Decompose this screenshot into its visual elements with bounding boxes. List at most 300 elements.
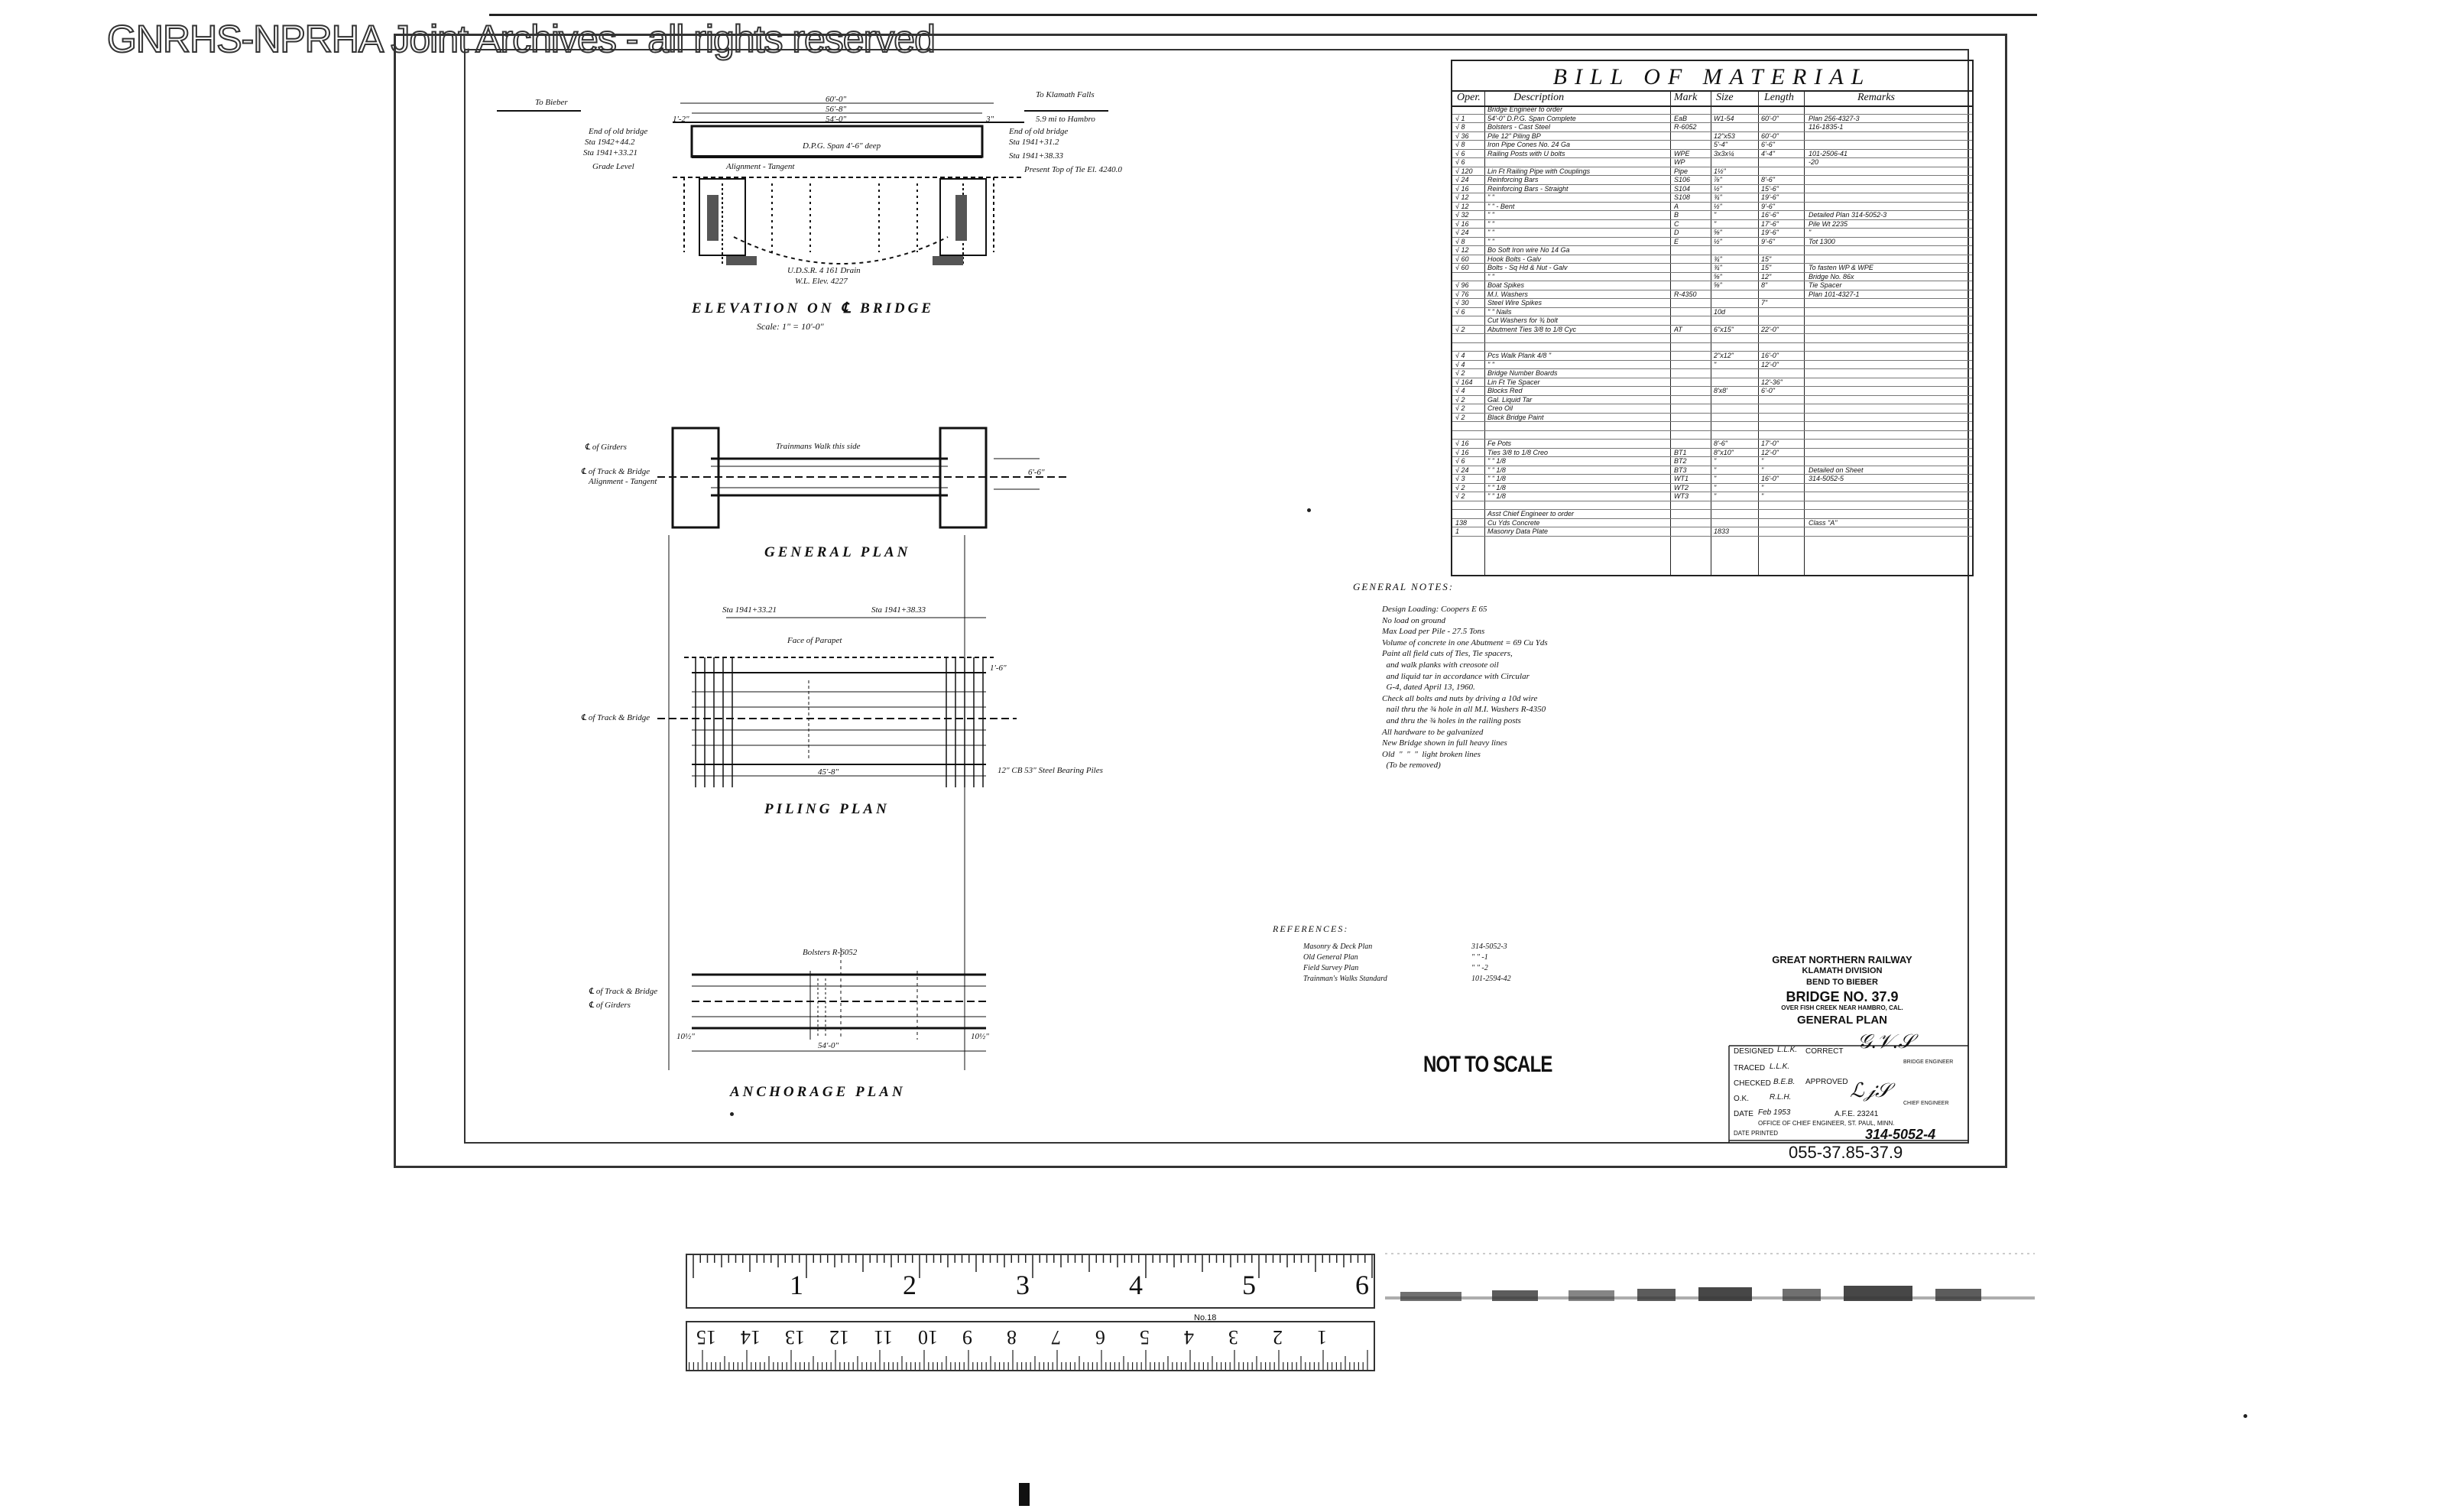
bom-cell: 16'-0" (1761, 475, 1779, 482)
gp-align-label: Alignment - Tangent (589, 477, 657, 486)
ap-track-label: ℄ of Track & Bridge (589, 987, 658, 996)
note-line: All hardware to be galvanized (1382, 727, 1484, 737)
bom-cell: W1-54 (1714, 114, 1734, 122)
tb-ok: R.L.H. (1770, 1093, 1792, 1102)
bridge-engineer-signature: 𝒢.𝒱.𝒮 (1857, 1030, 1914, 1053)
note-line: and walk planks with creosote oil (1382, 660, 1499, 670)
bill-of-material (1451, 60, 1974, 576)
bom-row (1452, 369, 1972, 378)
bom-cell: WPE (1674, 149, 1690, 157)
bom-cell: Masonry Data Plate (1487, 527, 1549, 535)
bom-cell: 1833 (1714, 527, 1730, 535)
bom-cell: √ 6 (1455, 149, 1465, 157)
span-label: D.P.G. Span 4'-6" deep (803, 141, 881, 151)
bom-cell: 138 (1455, 518, 1468, 527)
tb-bridge: BRIDGE NO. 37.9 (1786, 989, 1899, 1004)
bom-row (1452, 387, 1972, 396)
bom-cell: " (1714, 475, 1717, 482)
dim-span: 54'-0" (826, 115, 847, 124)
bom-cell: √ 16 (1455, 219, 1469, 228)
bom-row (1452, 255, 1972, 264)
bom-cell: 15" (1761, 255, 1772, 263)
pp-track-label: ℄ of Track & Bridge (581, 713, 650, 722)
to-klamath-label: To Klamath Falls (1036, 90, 1095, 99)
reference-value: 314-5052-3 (1471, 943, 1507, 951)
note-line: No load on ground (1382, 615, 1446, 625)
reference-item (1303, 963, 1488, 974)
bom-cell: 16'-6" (1761, 211, 1779, 219)
ap-dim-l: 10½" (676, 1032, 695, 1041)
alignment-label: Alignment - Tangent (726, 162, 795, 171)
inch-ruler (686, 1254, 1375, 1309)
bom-cell: ½" (1714, 202, 1722, 210)
ap-dim-r: 10½" (971, 1032, 989, 1041)
bom-cell: BT2 (1674, 457, 1687, 465)
bom-cell: Boat Spikes (1487, 281, 1525, 289)
present-top-label: Present Top of Tie El. 4240.0 (1024, 165, 1122, 174)
tb-office: OFFICE OF CHIEF ENGINEER, ST. PAUL, MINN. (1758, 1120, 1895, 1127)
bom-cell: √ 60 (1455, 255, 1469, 263)
tb-chief: CHIEF ENGINEER (1903, 1101, 1949, 1106)
bom-cell: ⅝" (1714, 272, 1722, 281)
cm-mark: 11 (874, 1326, 894, 1348)
bom-cell: " " (1487, 193, 1494, 201)
bom-cell: 116-1835-1 (1809, 123, 1844, 131)
bom-header-length: Length (1764, 92, 1794, 103)
bom-cell: 3x3x¼ (1714, 149, 1734, 157)
bom-row (1452, 193, 1972, 203)
bom-row (1452, 527, 1972, 537)
bom-header-remarks: Remarks (1857, 92, 1895, 103)
bom-row (1452, 326, 1972, 335)
bom-row (1452, 185, 1972, 194)
bom-cell: √ 16 (1455, 448, 1469, 456)
bom-row (1452, 316, 1972, 326)
bom-cell: Creo Oil (1487, 404, 1513, 412)
end-left-2: Sta 1942+44.2 (585, 138, 635, 147)
archive-watermark: GNRHS-NPRHA Joint Archives - all rights reserved (107, 18, 935, 60)
bom-cell: √ 30 (1455, 299, 1469, 307)
bom-cell: √ 2 (1455, 413, 1465, 421)
reference-value: " " -1 (1471, 953, 1488, 962)
bom-row (1452, 457, 1972, 466)
bom-cell: 7" (1761, 299, 1768, 307)
bom-cell: " " (1487, 237, 1494, 245)
bom-cell: √ 1 (1455, 114, 1465, 122)
bom-cell: To fasten WP & WPE (1809, 264, 1873, 271)
bom-cell: 17'-6" (1761, 219, 1779, 228)
tb-checked: B.E.B. (1773, 1078, 1796, 1086)
tb-ok-label: O.K. (1734, 1095, 1750, 1103)
archive-number: 055-37.85-37.9 (1789, 1143, 1903, 1162)
tb-designed-label: DESIGNED (1734, 1047, 1774, 1056)
note-line: (To be removed) (1382, 761, 1441, 771)
not-to-scale: NOT TO SCALE (1423, 1052, 1552, 1077)
bom-row (1452, 290, 1972, 300)
reference-name: Old General Plan (1303, 953, 1358, 962)
bom-cell: Cut Washers for ¾ bolt (1487, 316, 1558, 324)
bom-cell: ¾" (1714, 255, 1722, 263)
bom-row (1452, 475, 1972, 484)
general-notes (1382, 604, 1548, 771)
cm-mark: 4 (1184, 1326, 1194, 1348)
bom-cell: √ 4 (1455, 360, 1465, 368)
cm-mark: 15 (696, 1326, 716, 1348)
bom-header-description: Description (1513, 92, 1565, 103)
gp-track-label: ℄ of Track & Bridge (581, 467, 650, 476)
bom-cell: Steel Wire Spikes (1487, 299, 1542, 307)
bom-cell: " " (1487, 229, 1494, 236)
bom-cell: WT3 (1674, 492, 1689, 500)
bom-cell: √ 36 (1455, 131, 1469, 140)
bom-cell: 1½" (1714, 167, 1726, 175)
bom-row (1452, 264, 1972, 273)
bom-cell: Plan 101-4327-1 (1809, 290, 1860, 298)
bom-row (1452, 501, 1972, 511)
gp-dim-label: 6'-6" (1028, 468, 1045, 477)
references-title: REFERENCES: (1273, 923, 1349, 934)
grade-label: Grade Level (592, 162, 634, 171)
note-line: G-4, dated April 13, 1960. (1382, 683, 1475, 693)
bom-cell: √ 32 (1455, 211, 1469, 219)
cm-mark: 8 (1007, 1326, 1017, 1348)
bom-cell: BT3 (1674, 466, 1687, 474)
bom-cell: " (1761, 492, 1764, 500)
bom-cell: " " (1487, 272, 1494, 281)
bom-cell: WP (1674, 158, 1685, 166)
reference-item (1303, 952, 1488, 963)
tb-subdivision: BEND TO BIEBER (1806, 978, 1878, 987)
reference-item (1303, 942, 1507, 952)
bom-cell: √ 4 (1455, 387, 1465, 394)
bom-cell: √ 12 (1455, 246, 1469, 254)
bom-row (1452, 141, 1972, 150)
bom-header-oper: Oper. (1457, 92, 1481, 103)
tb-checked-label: CHECKED (1734, 1079, 1771, 1088)
bom-row (1452, 378, 1972, 388)
bom-cell: √ 8 (1455, 141, 1465, 148)
bom-cell: 8"x10" (1714, 448, 1734, 456)
reference-name: Field Survey Plan (1303, 964, 1359, 972)
bom-cell: " (1761, 483, 1764, 492)
bom-cell: Plan 256-4327-3 (1809, 114, 1860, 122)
bom-cell: ⅝" (1714, 229, 1722, 236)
bom-cell: " (1714, 211, 1717, 219)
bom-cell: R-6052 (1674, 123, 1697, 131)
bom-row (1452, 484, 1972, 493)
note-line: Old " " " light broken lines (1382, 749, 1481, 759)
bom-header (1452, 90, 1972, 107)
end-right-2: Sta 1941+31.2 (1009, 138, 1059, 147)
bom-cell: " " (1487, 360, 1494, 368)
bom-cell: WT1 (1674, 475, 1689, 482)
bom-cell: √ 60 (1455, 264, 1469, 271)
ap-girders-label: ℄ of Girders (589, 1001, 631, 1010)
bom-cell: 60'-0" (1761, 131, 1779, 140)
tb-plan: GENERAL PLAN (1796, 1014, 1888, 1027)
cm-mark: 9 (962, 1326, 972, 1348)
bom-cell: ½" (1714, 184, 1722, 193)
bom-cell: Tot 1300 (1809, 237, 1835, 245)
cm-mark: 2 (1273, 1326, 1283, 1348)
tb-correct-label: CORRECT (1805, 1047, 1844, 1056)
bom-cell: Pipe (1674, 167, 1689, 175)
ap-bolsters-label: Bolsters R-6052 (803, 948, 858, 957)
bom-row (1452, 431, 1972, 440)
dim-mid: 56'-8" (826, 105, 847, 114)
bom-cell: S106 (1674, 176, 1691, 183)
bom-cell: Bridge Number Boards (1487, 369, 1558, 377)
dim-right: 3" (986, 115, 994, 124)
bom-cell: √ 164 (1455, 378, 1473, 386)
bom-cell: 17'-0" (1761, 440, 1779, 447)
bom-cell: √ 12 (1455, 193, 1469, 201)
scan-speck (730, 1112, 734, 1116)
bom-cell: Reinforcing Bars (1487, 176, 1539, 183)
bom-cell: √ 6 (1455, 158, 1465, 166)
bom-cell: " " (1487, 211, 1494, 219)
bom-cell: 16'-0" (1761, 352, 1779, 359)
bom-row (1452, 105, 1972, 115)
bom-row (1452, 220, 1972, 229)
pp-sta-left: Sta 1941+33.21 (722, 605, 777, 615)
bom-cell: BT1 (1674, 448, 1687, 456)
inch-mark: 5 (1242, 1270, 1256, 1300)
bom-cell: 22'-0" (1761, 325, 1779, 333)
bom-cell: A (1674, 202, 1679, 210)
bom-cell: √ 24 (1455, 229, 1469, 236)
note-line: Paint all field cuts of Ties, Tie spacers, (1382, 649, 1513, 659)
bom-cell: M.I. Washers (1487, 290, 1528, 298)
bom-cell: Iron Pipe Cones No. 24 Ga (1487, 141, 1571, 148)
to-bieber-label: To Bieber (535, 98, 568, 107)
bom-row (1452, 361, 1972, 370)
note-line: Check all bolts and nuts by driving a 10d wire (1382, 693, 1538, 703)
bom-cell: 54'-0" D.P.G. Span Complete (1487, 114, 1576, 122)
bom-row (1452, 281, 1972, 290)
bom-cell: √ 2 (1455, 369, 1465, 377)
bom-cell: 8'-6" (1761, 176, 1775, 183)
dim-left: 1'-2" (673, 115, 689, 124)
elevation-caption: ELEVATION ON ℄ BRIDGE (692, 300, 935, 316)
bom-cell: √ 120 (1455, 167, 1473, 175)
bom-row (1452, 466, 1972, 475)
cm-mark: 7 (1051, 1326, 1061, 1348)
bom-cell: D (1674, 229, 1679, 236)
bom-cell: √ 2 (1455, 483, 1465, 492)
bom-cell: √ 6 (1455, 307, 1465, 316)
tb-bridge-engineer: BRIDGE ENGINEER (1903, 1059, 1954, 1065)
bom-row (1452, 203, 1972, 212)
bom-cell: √ 2 (1455, 395, 1465, 404)
bom-cell: 19'-6" (1761, 229, 1779, 236)
bom-header-mark: Mark (1674, 92, 1698, 103)
bom-cell: 12'-0" (1761, 360, 1779, 368)
inch-mark: 2 (903, 1270, 916, 1300)
bom-cell: " (1714, 483, 1717, 492)
bom-cell: WT2 (1674, 483, 1689, 492)
tb-over: OVER FISH CREEK NEAR HAMBRO, CAL. (1781, 1004, 1903, 1011)
pp-dim-label: 45'-8" (818, 767, 839, 777)
cm-mark: 6 (1095, 1326, 1105, 1348)
bom-cell: √ 16 (1455, 184, 1469, 193)
pp-parapet-label: Face of Parapet (787, 636, 842, 645)
bom-row (1452, 422, 1972, 431)
bom-cell: Hook Bolts - Galv (1487, 255, 1542, 263)
bom-cell: √ 76 (1455, 290, 1469, 298)
bom-row (1452, 132, 1972, 141)
bom-row (1452, 211, 1972, 220)
cm-mark: 13 (785, 1326, 805, 1348)
bom-cell: " (1714, 492, 1717, 500)
bom-cell: ⅞" (1714, 176, 1722, 183)
bom-row (1452, 246, 1972, 255)
bom-row (1452, 299, 1972, 308)
bom-cell: √ 96 (1455, 281, 1469, 289)
scan-mark (1019, 1483, 1030, 1506)
tb-traced-label: TRACED (1734, 1064, 1766, 1072)
bom-cell: √ 12 (1455, 202, 1469, 210)
tb-division: KLAMATH DIVISION (1802, 966, 1883, 975)
bom-cell: Pile Wt 2235 (1809, 219, 1848, 228)
bom-cell: Bo Soft Iron wire No 14 Ga (1487, 246, 1570, 254)
bom-cell: Abutment Ties 3/8 to 1/8 Cyc (1487, 325, 1576, 333)
bom-row (1452, 308, 1972, 317)
bom-row (1452, 167, 1972, 177)
bom-row (1452, 158, 1972, 167)
bom-cell: R-4350 (1674, 290, 1697, 298)
general-plan-caption: GENERAL PLAN (764, 544, 911, 560)
bom-cell: " " 1/8 (1487, 466, 1506, 474)
references-list (1303, 942, 1511, 985)
inch-mark: 6 (1355, 1270, 1369, 1300)
bom-cell: Asst Chief Engineer to order (1487, 510, 1575, 518)
bom-cell: " " 1/8 (1487, 483, 1506, 492)
bom-cell: √ 2 (1455, 404, 1465, 412)
bom-row (1452, 150, 1972, 159)
ruler-maker: No.18 (1194, 1313, 1217, 1322)
gp-girders-label: ℄ of Girders (585, 443, 627, 452)
bom-title: BILL OF MATERIAL (1552, 64, 1872, 89)
note-line: and liquid tar in accordance with Circular (1382, 671, 1530, 681)
bom-cell: Bolts - Sq Hd & Nut - Galv (1487, 264, 1568, 271)
bom-cell: " (1714, 457, 1717, 465)
reference-name: Trainman's Walks Standard (1303, 975, 1387, 983)
bom-row (1452, 404, 1972, 414)
bom-cell: B (1674, 211, 1679, 219)
bom-cell: Detailed on Sheet (1809, 466, 1864, 474)
end-left-3: Sta 1941+33.21 (583, 148, 637, 157)
bom-cell: 8'-6" (1714, 440, 1727, 447)
bom-cell: √ 24 (1455, 176, 1469, 183)
note-line: Design Loading: Coopers E 65 (1382, 605, 1487, 614)
bom-cell: S108 (1674, 193, 1691, 201)
tb-traced: L.L.K. (1770, 1063, 1790, 1071)
water-label-2: W.L. Elev. 4227 (795, 277, 848, 286)
bom-cell: √ 8 (1455, 237, 1465, 245)
note-line: Volume of concrete in one Abutment = 69 Cu Yds (1382, 638, 1548, 647)
cm-mark: 14 (741, 1326, 761, 1348)
bom-row (1452, 176, 1972, 185)
bom-cell: √ 3 (1455, 475, 1465, 482)
bom-cell: E (1674, 237, 1679, 245)
bom-cell: " (1714, 466, 1717, 474)
bom-row (1452, 519, 1972, 528)
tb-date-label: DATE (1734, 1110, 1753, 1118)
bom-row (1452, 510, 1972, 519)
cm-mark: 5 (1140, 1326, 1150, 1348)
dim-total: 60'-0" (826, 95, 847, 104)
hambro-distance-label: 5.9 mi to Hambro (1036, 115, 1095, 124)
reference-value: " " -2 (1471, 964, 1488, 972)
bom-cell: Ties 3/8 to 1/8 Creo (1487, 448, 1548, 456)
bom-cell: 4'-4" (1761, 149, 1775, 157)
bom-cell: √ 24 (1455, 466, 1469, 474)
tb-approved-label: APPROVED (1805, 1078, 1848, 1086)
bom-cell: √ 2 (1455, 492, 1465, 500)
bom-cell: " " (1487, 219, 1494, 228)
chief-engineer-signature: ℒ𝒿𝒮 (1850, 1079, 1891, 1102)
tb-date: Feb 1953 (1758, 1108, 1791, 1117)
bom-cell: Gal. Liquid Tar (1487, 395, 1533, 404)
bom-cell: 19'-6" (1761, 193, 1779, 201)
bom-cell: 8'x8' (1714, 387, 1727, 394)
bom-cell: Blocks Red (1487, 387, 1523, 394)
bom-header-size: Size (1716, 92, 1734, 103)
bom-cell: Bridge No. 86x (1809, 272, 1854, 281)
bom-row (1452, 343, 1972, 352)
bom-row (1452, 229, 1972, 238)
bom-cell: S104 (1674, 184, 1691, 193)
bom-row (1452, 414, 1972, 423)
bom-cell: 15'-6" (1761, 184, 1779, 193)
cm-mark: 3 (1228, 1326, 1238, 1348)
bom-row (1452, 352, 1972, 361)
bom-cell: " (1761, 466, 1764, 474)
elevation-scale: Scale: 1" = 10'-0" (757, 321, 824, 332)
bom-cell: Pile 12" Piling BP (1487, 131, 1541, 140)
bom-cell: 15" (1761, 264, 1772, 271)
bom-cell: 60'-0" (1761, 114, 1779, 122)
bom-cell: √ 16 (1455, 440, 1469, 447)
bom-cell: C (1674, 219, 1679, 228)
bom-row (1452, 115, 1972, 124)
bom-cell: Detailed Plan 314-5052-3 (1809, 211, 1887, 219)
bom-cell: " " 1/8 (1487, 475, 1506, 482)
reference-value: 101-2594-42 (1471, 975, 1511, 983)
bom-cell: ½" (1714, 237, 1722, 245)
bom-cell: Tie Spacer (1809, 281, 1842, 289)
bom-cell: Black Bridge Paint (1487, 413, 1544, 421)
bom-rows (1452, 105, 1972, 537)
note-line: Max Load per Pile - 27.5 Tons (1382, 627, 1485, 637)
piling-plan-caption: PILING PLAN (764, 801, 890, 817)
bom-cell: √ 6 (1455, 457, 1465, 465)
end-right-3: Sta 1941+38.33 (1009, 151, 1063, 161)
bom-cell: 1 (1455, 527, 1460, 535)
bom-cell: 6"x15" (1714, 325, 1734, 333)
bom-cell: " (1714, 219, 1717, 228)
bom-cell: Lin Ft Railing Pipe with Couplings (1487, 167, 1591, 175)
reference-name: Masonry & Deck Plan (1303, 943, 1373, 951)
bom-cell: EaB (1674, 114, 1688, 122)
bom-cell: 2"x12" (1714, 352, 1734, 359)
bom-cell: ¾" (1714, 264, 1722, 271)
drawing-number: 314-5052-4 (1865, 1127, 1936, 1142)
bom-cell: Lin Ft Tie Spacer (1487, 378, 1540, 386)
bom-cell: " " 1/8 (1487, 492, 1506, 500)
tb-date-printed-label: DATE PRINTED (1734, 1130, 1779, 1137)
